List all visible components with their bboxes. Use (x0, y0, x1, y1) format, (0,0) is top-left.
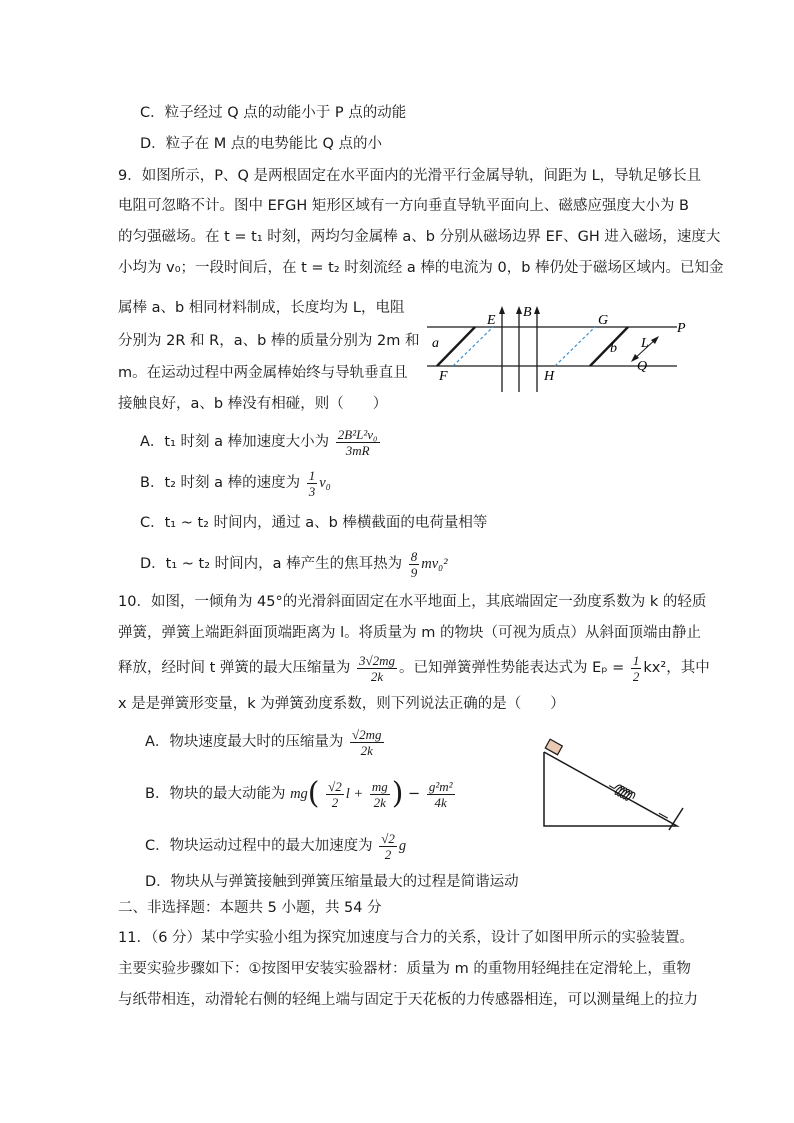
spring (607, 780, 671, 822)
label-a: a (432, 336, 439, 351)
q10-option-a (145, 724, 386, 760)
q9-stem-line7: m。在运动过程中两金属棒始终与导轨垂直且 (118, 365, 408, 381)
q9-option-c: C．t₁ ~ t₂ 时间内，通过 a、b 棒横截面的电荷量相等 (140, 515, 488, 531)
label-b: B (523, 305, 532, 320)
label-l: L (641, 336, 649, 351)
q9-option-a-den: 3mR (345, 442, 370, 458)
q9-stem-line5: 属棒 a、b 相同材料制成，长度均为 L，电阻 (118, 300, 405, 316)
q10-option-b-mg: mg (290, 786, 308, 802)
q10-incline-figure (535, 738, 685, 833)
q9-stem-line6: 分别为 2R 和 R，a、b 棒的质量分别为 2m 和 (118, 333, 420, 349)
boundary-gh (555, 327, 595, 366)
q9-option-b-num: 1 (308, 467, 316, 483)
label-q: Q (637, 359, 648, 374)
q10-option-a-text: A．物块速度最大时的压缩量为 (145, 734, 344, 750)
q11-stem-line1: 11．（6 分）某中学实验小组为探究加速度与合力的关系，设计了如图甲所示的实验装置。 (118, 930, 695, 946)
q10-line3-c: kx²，其中 (643, 660, 710, 676)
q10-option-b-n1: √2 (328, 778, 342, 794)
q10-option-c-fraction (379, 831, 397, 862)
q8-option-d: D．粒子在 M 点的电势能比 Q 点的小 (140, 136, 383, 152)
q9-option-b-den: 3 (308, 483, 316, 499)
q10-option-c (145, 828, 406, 864)
q9-option-d-text: D．t₁ ~ t₂ 时间内，a 棒产生的焦耳热为 (140, 556, 403, 572)
field-arrowhead-3 (534, 306, 540, 314)
q10-line3-b: 。已知弹簧弹性势能表达式为 Eₚ = (399, 660, 625, 676)
q10-option-b-n3: g²m² (428, 778, 453, 794)
q9-option-a-fraction (336, 427, 380, 458)
q10-option-c-den: 2 (384, 846, 392, 862)
field-arrowhead-2 (516, 306, 522, 314)
q9-stem-line4: 小均为 v₀；一段时间后，在 t = t₂ 时刻流经 a 棒的电流为 0，b 棒仍处于磁场区域内。已知金 (118, 260, 724, 276)
rod-a (437, 327, 475, 366)
label-h: H (544, 369, 555, 384)
label-g: G (598, 313, 609, 328)
q10-option-b-frac1 (326, 779, 344, 810)
rod-b (590, 327, 628, 366)
q9-option-b-text: B．t₂ 时刻 a 棒的速度为 (140, 475, 301, 491)
q11-stem-line3: 与纸带相连，动滑轮右侧的轻绳上端与固定于天花板的力传感器相连，可以测量绳上的拉力 (118, 992, 698, 1008)
q9-option-b-fraction (307, 468, 318, 499)
q9-option-d-den: 9 (410, 564, 418, 580)
q10-option-b-frac3 (427, 779, 455, 810)
q10-line3-num2: 1 (632, 652, 640, 668)
q10-stem-line2: 弹簧，弹簧上端距斜面顶端距离为 l。将质量为 m 的物块（可视为质点）从斜面顶端由静止 (118, 625, 701, 641)
q10-line3-den2: 2 (632, 668, 640, 684)
q10-stem-line1: 10．如图，一倾角为 45°的光滑斜面固定在水平地面上，其底端固定一劲度系数为 k 的轻质 (118, 594, 707, 610)
q10-stem-line4: x 是是弹簧形变量，k 为弹簧劲度系数，则下列说法正确的是（ ） (118, 696, 565, 712)
q8-option-c: C．粒子经过 Q 点的动能小于 P 点的动能 (140, 105, 407, 121)
q9-rail-figure (405, 300, 690, 400)
q10-option-a-den: 2k (360, 742, 373, 758)
q9-stem-line3: 的匀强磁场。在 t = t₁ 时刻，两均匀金属棒 a、b 分别从磁场边界 EF、GH 进入磁场，速度大 (118, 229, 721, 245)
q9-option-d (140, 547, 448, 581)
q10-stem-line3 (118, 650, 710, 686)
q9-stem-line1: 9．如图所示，P、Q 是两根固定在水平面内的光滑平行金属导轨，间距为 L，导轨足够长且 (118, 168, 702, 184)
q9-stem-line2: 电阻可忽略不计。图中 EFGH 矩形区域有一方向垂直导轨平面向上、磁感应强度大小为 B (118, 198, 689, 214)
q10-option-b-l: l + (345, 786, 364, 802)
q9-stem-line8: 接触良好，a、b 棒没有相碰，则（ ） (118, 396, 388, 412)
boundary-ef (453, 327, 493, 366)
q10-line3-den: 2k (370, 668, 384, 684)
q10-option-a-fraction (350, 727, 384, 758)
q9-option-a (140, 425, 382, 459)
label-p: P (677, 321, 686, 336)
q9-option-b-tail: v₀ (319, 475, 331, 491)
q10-line3-a: 释放，经时间 t 弹簧的最大压缩量为 (118, 660, 351, 676)
q9-option-a-num: 2B²L²v₀ (337, 426, 378, 442)
q9-option-d-tail: mv₀² (421, 556, 448, 572)
q10-option-b-minus: − (408, 786, 421, 802)
q10-option-b-d1: 2 (331, 794, 339, 810)
q11-stem-line2: 主要实验步骤如下：①按图甲安装实验器材：质量为 m 的重物用轻绳挂在定滑轮上，重物 (118, 961, 691, 977)
field-arrowhead-1 (499, 306, 505, 314)
q10-line3-num: 3√2mg (359, 652, 396, 668)
label-b-rod: b (610, 341, 617, 356)
q10-option-c-text: C．物块运动过程中的最大加速度为 (145, 838, 373, 854)
q10-option-b-text: B．物块的最大动能为 (145, 786, 286, 802)
q10-option-b-d3: 4k (434, 794, 447, 810)
q9-option-d-num: 8 (410, 548, 418, 564)
q10-option-b-d2: 2k (373, 794, 386, 810)
label-f: F (439, 369, 448, 384)
q10-option-b-n2: mg (371, 778, 388, 794)
q10-option-b-frac2 (370, 779, 390, 810)
incline (544, 752, 677, 826)
q10-line3-fraction (357, 653, 397, 684)
block (545, 739, 562, 755)
q10-option-d: D．物块从与弹簧接触到弹簧压缩量最大的过程是简谐运动 (145, 874, 519, 890)
label-e: E (487, 313, 496, 328)
q10-line3-fraction2 (631, 653, 642, 684)
q10-option-b-close-paren: ) (391, 776, 404, 811)
q10-option-a-num: √2mg (352, 726, 382, 742)
section2-title: 二、非选择题：本题共 5 小题，共 54 分 (118, 900, 382, 916)
q10-option-c-tail: g (398, 838, 407, 854)
q9-option-a-text: A．t₁ 时刻 a 棒加速度大小为 (140, 434, 330, 450)
q9-option-b (140, 466, 331, 500)
q10-option-c-num: √2 (381, 830, 395, 846)
q10-option-b (145, 770, 457, 818)
q10-option-b-open-paren: ( (307, 776, 320, 811)
q9-option-d-fraction (409, 549, 420, 580)
